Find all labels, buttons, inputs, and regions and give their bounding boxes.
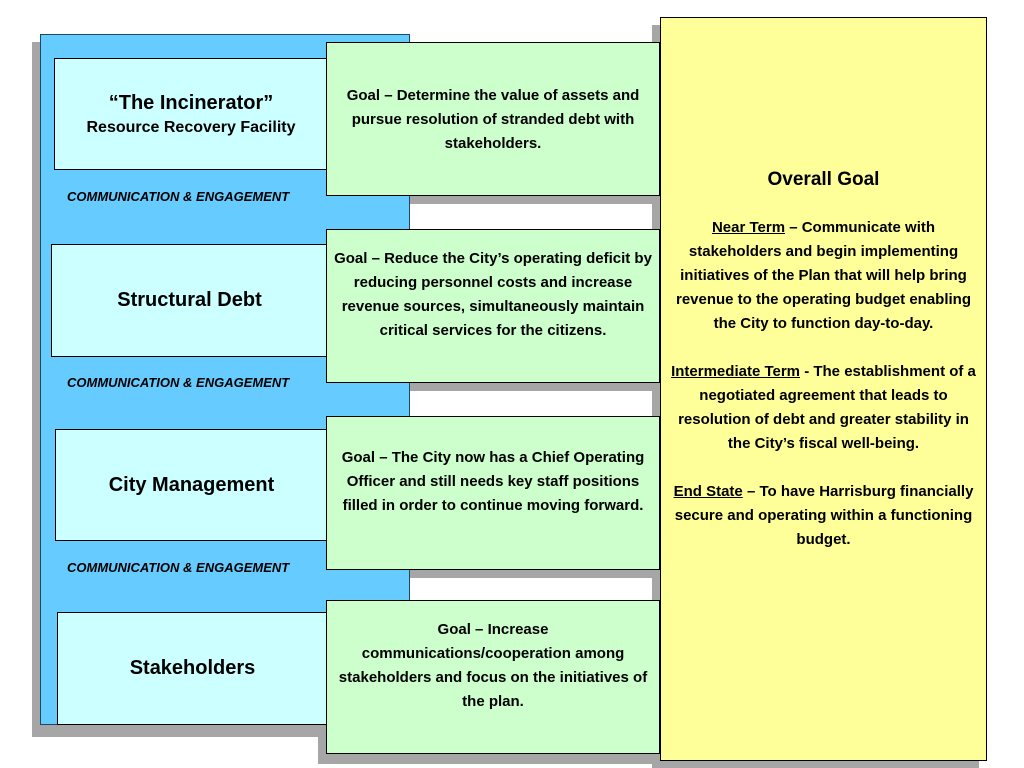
topic-title: Stakeholders [129, 657, 256, 679]
topic-subtitle: Resource Recovery Facility [86, 118, 296, 136]
overall-goal-box [660, 17, 987, 761]
topic-title: “The Incinerator” [108, 91, 274, 114]
topic-city-management [55, 429, 328, 541]
topic-incinerator [54, 58, 328, 170]
near-term-section [665, 216, 982, 336]
topic-title: City Management [108, 473, 275, 496]
near-term-text: – Communicate with stakeholders and begin implementing initiatives of the Plan that will help bring revenue to the operating budget enabling the City to function day-to-day. [675, 219, 972, 332]
goal-box-incinerator: Goal – Determine the value of assets and pursue resolution of stranded debt with stakeholders. [326, 42, 660, 196]
intermediate-term-text: - The establishment of a negotiated agreement that leads to resolution of debt and greater stability in the City’s fiscal well-being. [678, 363, 976, 452]
intermediate-term-label: Intermediate Term [671, 363, 801, 380]
overall-goal-title: Overall Goal [767, 169, 880, 190]
goal-box-stakeholders: Goal – Increase communications/cooperation among stakeholders and focus on the initiatives of the plan. [326, 600, 660, 754]
goal-box-structural-debt: Goal – Reduce the City’s operating deficit by reducing personnel costs and increase revenue sources, simultaneously maintain critical services for the citizens. [326, 229, 660, 383]
topic-title: Structural Debt [117, 289, 262, 311]
communication-label: COMMUNICATION & ENGAGEMENT [67, 189, 290, 204]
end-state-label: End State [673, 483, 743, 500]
goal-box-city-management: Goal – The City now has a Chief Operating Officer and still needs key staff positions filled in order to continue moving forward. [326, 416, 660, 570]
end-state-section [665, 480, 982, 552]
near-term-label: Near Term [711, 219, 786, 236]
end-state-text: – To have Harrisburg financially secure and operating within a functioning budget. [674, 483, 974, 548]
communication-label: COMMUNICATION & ENGAGEMENT [67, 375, 290, 390]
topic-structural-debt [51, 244, 328, 357]
communication-label: COMMUNICATION & ENGAGEMENT [67, 560, 290, 575]
topic-stakeholders [57, 612, 328, 725]
intermediate-term-section [665, 360, 982, 456]
